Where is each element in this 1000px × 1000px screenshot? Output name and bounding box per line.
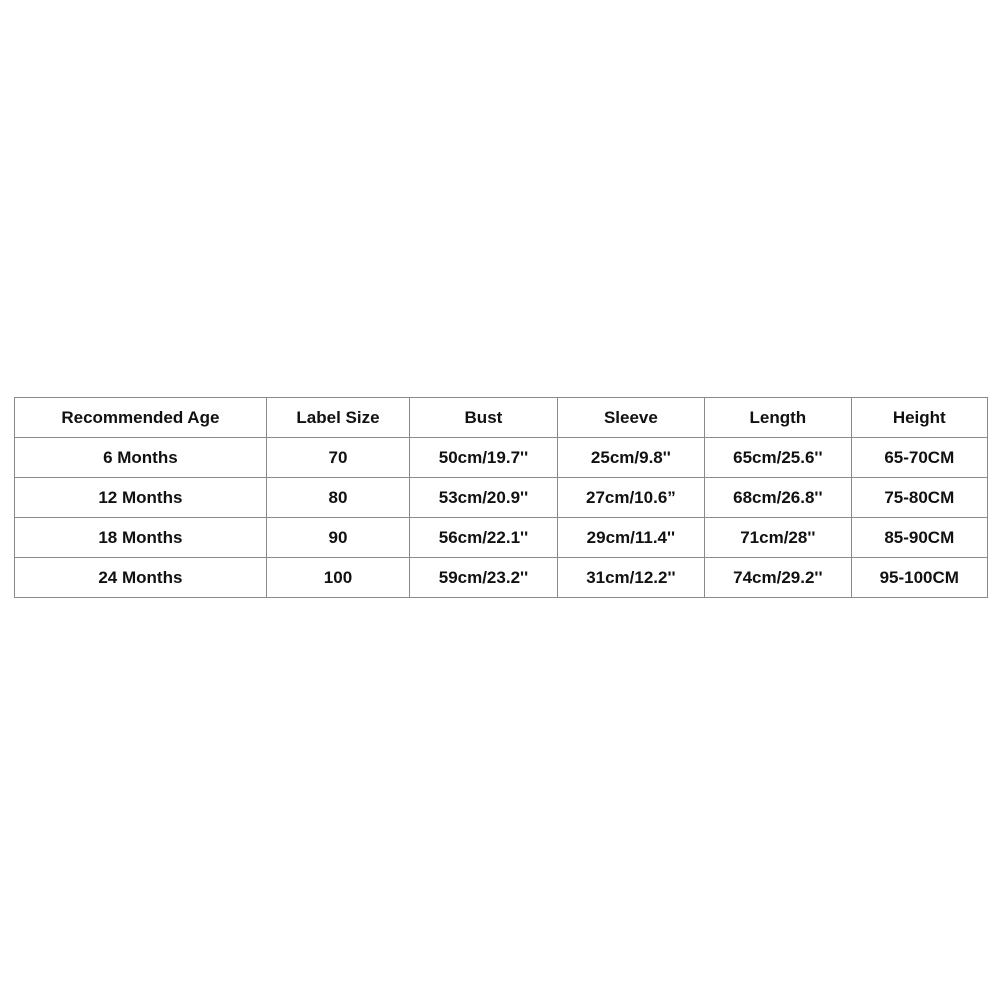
header-length: Length [705,398,851,438]
cell-sleeve: 29cm/11.4'' [557,518,704,558]
header-row [15,398,988,438]
cell-bust: 59cm/23.2'' [410,558,557,598]
cell-length: 71cm/28'' [705,518,851,558]
cell-label-size: 80 [266,478,409,518]
cell-height: 85-90CM [851,518,987,558]
cell-length: 74cm/29.2'' [705,558,851,598]
cell-label-size: 100 [266,558,409,598]
cell-length: 65cm/25.6'' [705,438,851,478]
cell-sleeve: 31cm/12.2'' [557,558,704,598]
table-row [15,478,988,518]
cell-age: 24 Months [15,558,267,598]
table-row [15,558,988,598]
cell-label-size: 70 [266,438,409,478]
cell-sleeve: 27cm/10.6” [557,478,704,518]
cell-height: 95-100CM [851,558,987,598]
cell-bust: 56cm/22.1'' [410,518,557,558]
cell-age: 18 Months [15,518,267,558]
header-sleeve: Sleeve [557,398,704,438]
cell-sleeve: 25cm/9.8'' [557,438,704,478]
cell-label-size: 90 [266,518,409,558]
cell-length: 68cm/26.8'' [705,478,851,518]
header-recommended-age: Recommended Age [15,398,267,438]
size-chart-table [14,397,988,598]
cell-age: 12 Months [15,478,267,518]
cell-height: 65-70CM [851,438,987,478]
cell-age: 6 Months [15,438,267,478]
cell-height: 75-80CM [851,478,987,518]
cell-bust: 50cm/19.7'' [410,438,557,478]
table-row [15,438,988,478]
header-height: Height [851,398,987,438]
header-bust: Bust [410,398,557,438]
cell-bust: 53cm/20.9'' [410,478,557,518]
header-label-size: Label Size [266,398,409,438]
table-row [15,518,988,558]
